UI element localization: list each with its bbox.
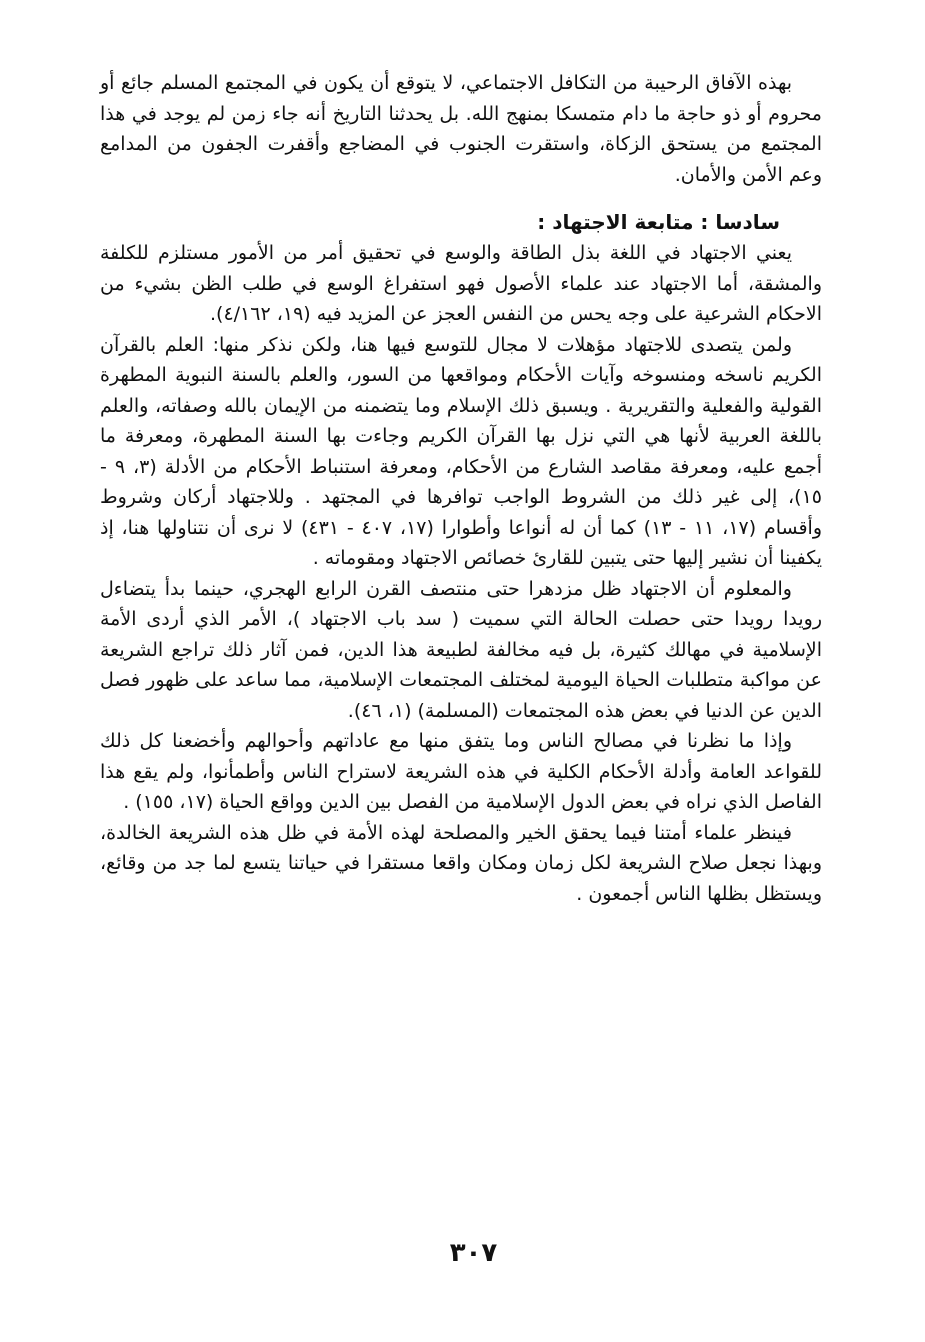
paragraph-ijtihad-history: والمعلوم أن الاجتهاد ظل مزدهرا حتى منتصف القرن الرابع الهجري، حينما بدأ يتضاءل رويدا رويدا حتى حصلت الحالة التي سميت ( سد باب الاجتهاد )، الأمر الذي أردى الأمة الإسلامية في مهالك كثيرة، بل فيه مخالفة لطبيعة هذا الدين، فمن آثار ذلك تراجع الشريعة عن مواكبة متطلبات الحياة اليومية لمختلف المجتمعات الإسلامية، مما ساعد على ظهور فصل الدين عن الدنيا في بعض هذه المجتمعات (المسلمة) (١، ٤٦). [100,577,822,722]
paragraph-zakat-solidarity: بهذه الآفاق الرحيبة من التكافل الاجتماعي، لا يتوقع أن يكون في المجتمع المسلم جائع أو محروم أو ذو حاجة ما دام متمسكا بمنهج الله. بل يحدثنا التاريخ أنه جاء زمن لم يوجد في هذا المجتمع من يستحق الزكاة، واستقرت الجنوب في المضاجع وأقفرت الجفون من المدامع وعم الأمن والأمان. [100,72,822,186]
paragraph-ijtihad-qualifications: ولمن يتصدى للاجتهاد مؤهلات لا مجال للتوسع فيها هنا، ولكن نذكر منها: العلم بالقرآن الكريم ناسخه ومنسوخه وآيات الأحكام ومواقعها من السور، والعلم بالسنة النبوية المطهرة القولية والفعلية والتقريرية . ويسبق ذلك الإسلام وما يتضمنه من الإيمان بالله وصفاته، والعلم باللغة العربية لأنها هي التي نزل بها القرآن الكريم وجاءت بها السنة المطهرة، ومعرفة ما أجمع عليه، ومعرفة مقاصد الشارع من الأحكام، ومعرفة استنباط الأحكام من الأدلة (٣، ٩ - ١٥)، إلى غير ذلك من الشروط الواجب توافرها في المجتهد . وللاجتهاد أركان وشروط وأقسام (١٧، ١١ - ١٣) كما أن له أنواعا وأطوارا (١٧، ٤٠٧ - ٤٣١) لا نرى أن نتناولها هنا، إذ يكفينا أن نشير إليها حتى يتبين للقارئ خصائص الاجتهاد ومقوماته . [100,333,822,569]
paragraph-conclusion: فينظر علماء أمتنا فيما يحقق الخير والمصلحة لهذه الأمة في ظل هذه الشريعة الخالدة، وبهذا نجعل صلاح الشريعة لكل زمان ومكان واقعا مستقرا في حياتنا يتسع لما جد من وقائع، ويستظل بظلها الناس أجمعون . [100,821,822,905]
paragraph-public-interest: وإذا ما نظرنا في مصالح الناس وما يتفق منها مع عاداتهم وأحوالهم وأخضعنا كل ذلك للقواعد العامة وأدلة الأحكام الكلية في هذه الشريعة لاستراح الناس وأطمأنوا، ولم يقع هذا الفاصل الذي نراه في بعض الدول الإسلامية من الفصل بين الدين وواقع الحياة (١٧، ١٥٥) . [100,730,822,813]
body-text [100,68,822,909]
page-number: ٣٠٧ [449,1238,498,1268]
spacer [100,190,822,207]
section-heading: سادسا : متابعة الاجتهاد : [537,210,780,234]
paragraph-ijtihad-definition: يعني الاجتهاد في اللغة بذل الطاقة والوسع في تحقيق أمر من الأمور مستلزم للكلفة والمشقة، أما الاجتهاد عند علماء الأصول فهو استفراغ الوسع في طلب الظن بشيء من الاحكام الشرعية على وجه يحس من النفس العجز عن المزيد فيه (١٩، ٤/١٦٢). [100,242,822,325]
